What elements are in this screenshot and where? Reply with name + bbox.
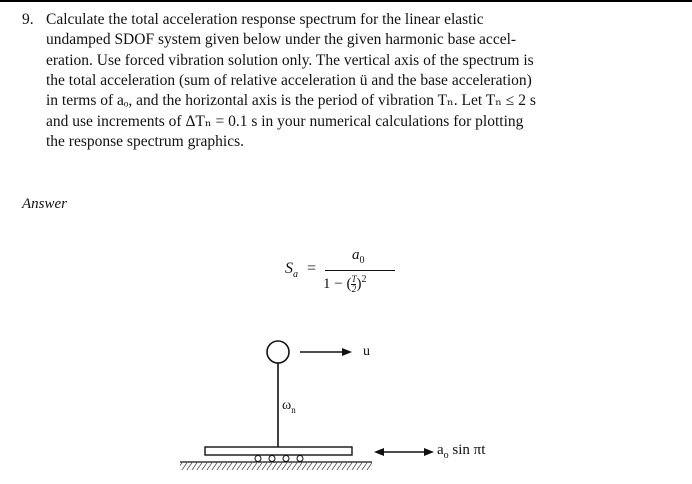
displacement-label: u xyxy=(363,344,370,359)
base-rollers xyxy=(255,456,303,462)
question-line-2: undamped SDOF system given below under the given harmonic base accel- xyxy=(46,31,517,49)
ground-hatching xyxy=(180,462,372,470)
base-platform xyxy=(205,447,352,455)
question-line-1: Calculate the total acceleration response spectrum for the linear elastic xyxy=(46,11,484,28)
answer-label: Answer xyxy=(22,196,67,212)
question-line-3: eration. Use forced vibration solution only. The vertical axis of the spectrum is xyxy=(46,51,534,69)
question-line-7: the response spectrum graphics. xyxy=(46,132,244,150)
base-motion-label: $a_o$ sin πt xyxy=(437,442,486,461)
formula-numerator: $a_0$ xyxy=(352,247,365,266)
base-motion-arrow xyxy=(374,448,434,456)
question-number: 9. xyxy=(22,11,34,28)
inner-fraction: $\frac{T}{2}$ xyxy=(351,274,357,295)
question-line-4: the total acceleration (sum of relative acceleration ü and the base acceleration) xyxy=(46,71,532,89)
formula-lhs: $S_a$ xyxy=(285,260,298,281)
question-line-6: and use increments of ΔTₙ = 0.1 s in your numerical calculations for plotting xyxy=(46,112,524,130)
formula-equals: = xyxy=(307,260,317,277)
lumped-mass xyxy=(267,341,289,363)
natural-frequency-label: $\omega_n$ xyxy=(282,398,296,415)
formula-denominator: 1 − ( $\frac{T}{2}$ )$^2$ xyxy=(323,274,367,295)
displacement-arrow xyxy=(300,348,352,356)
question-line-5: in terms of aₒ, and the horizontal axis is the period of vibration Tₙ. Let Tₙ ≤ 2 s xyxy=(46,92,536,110)
